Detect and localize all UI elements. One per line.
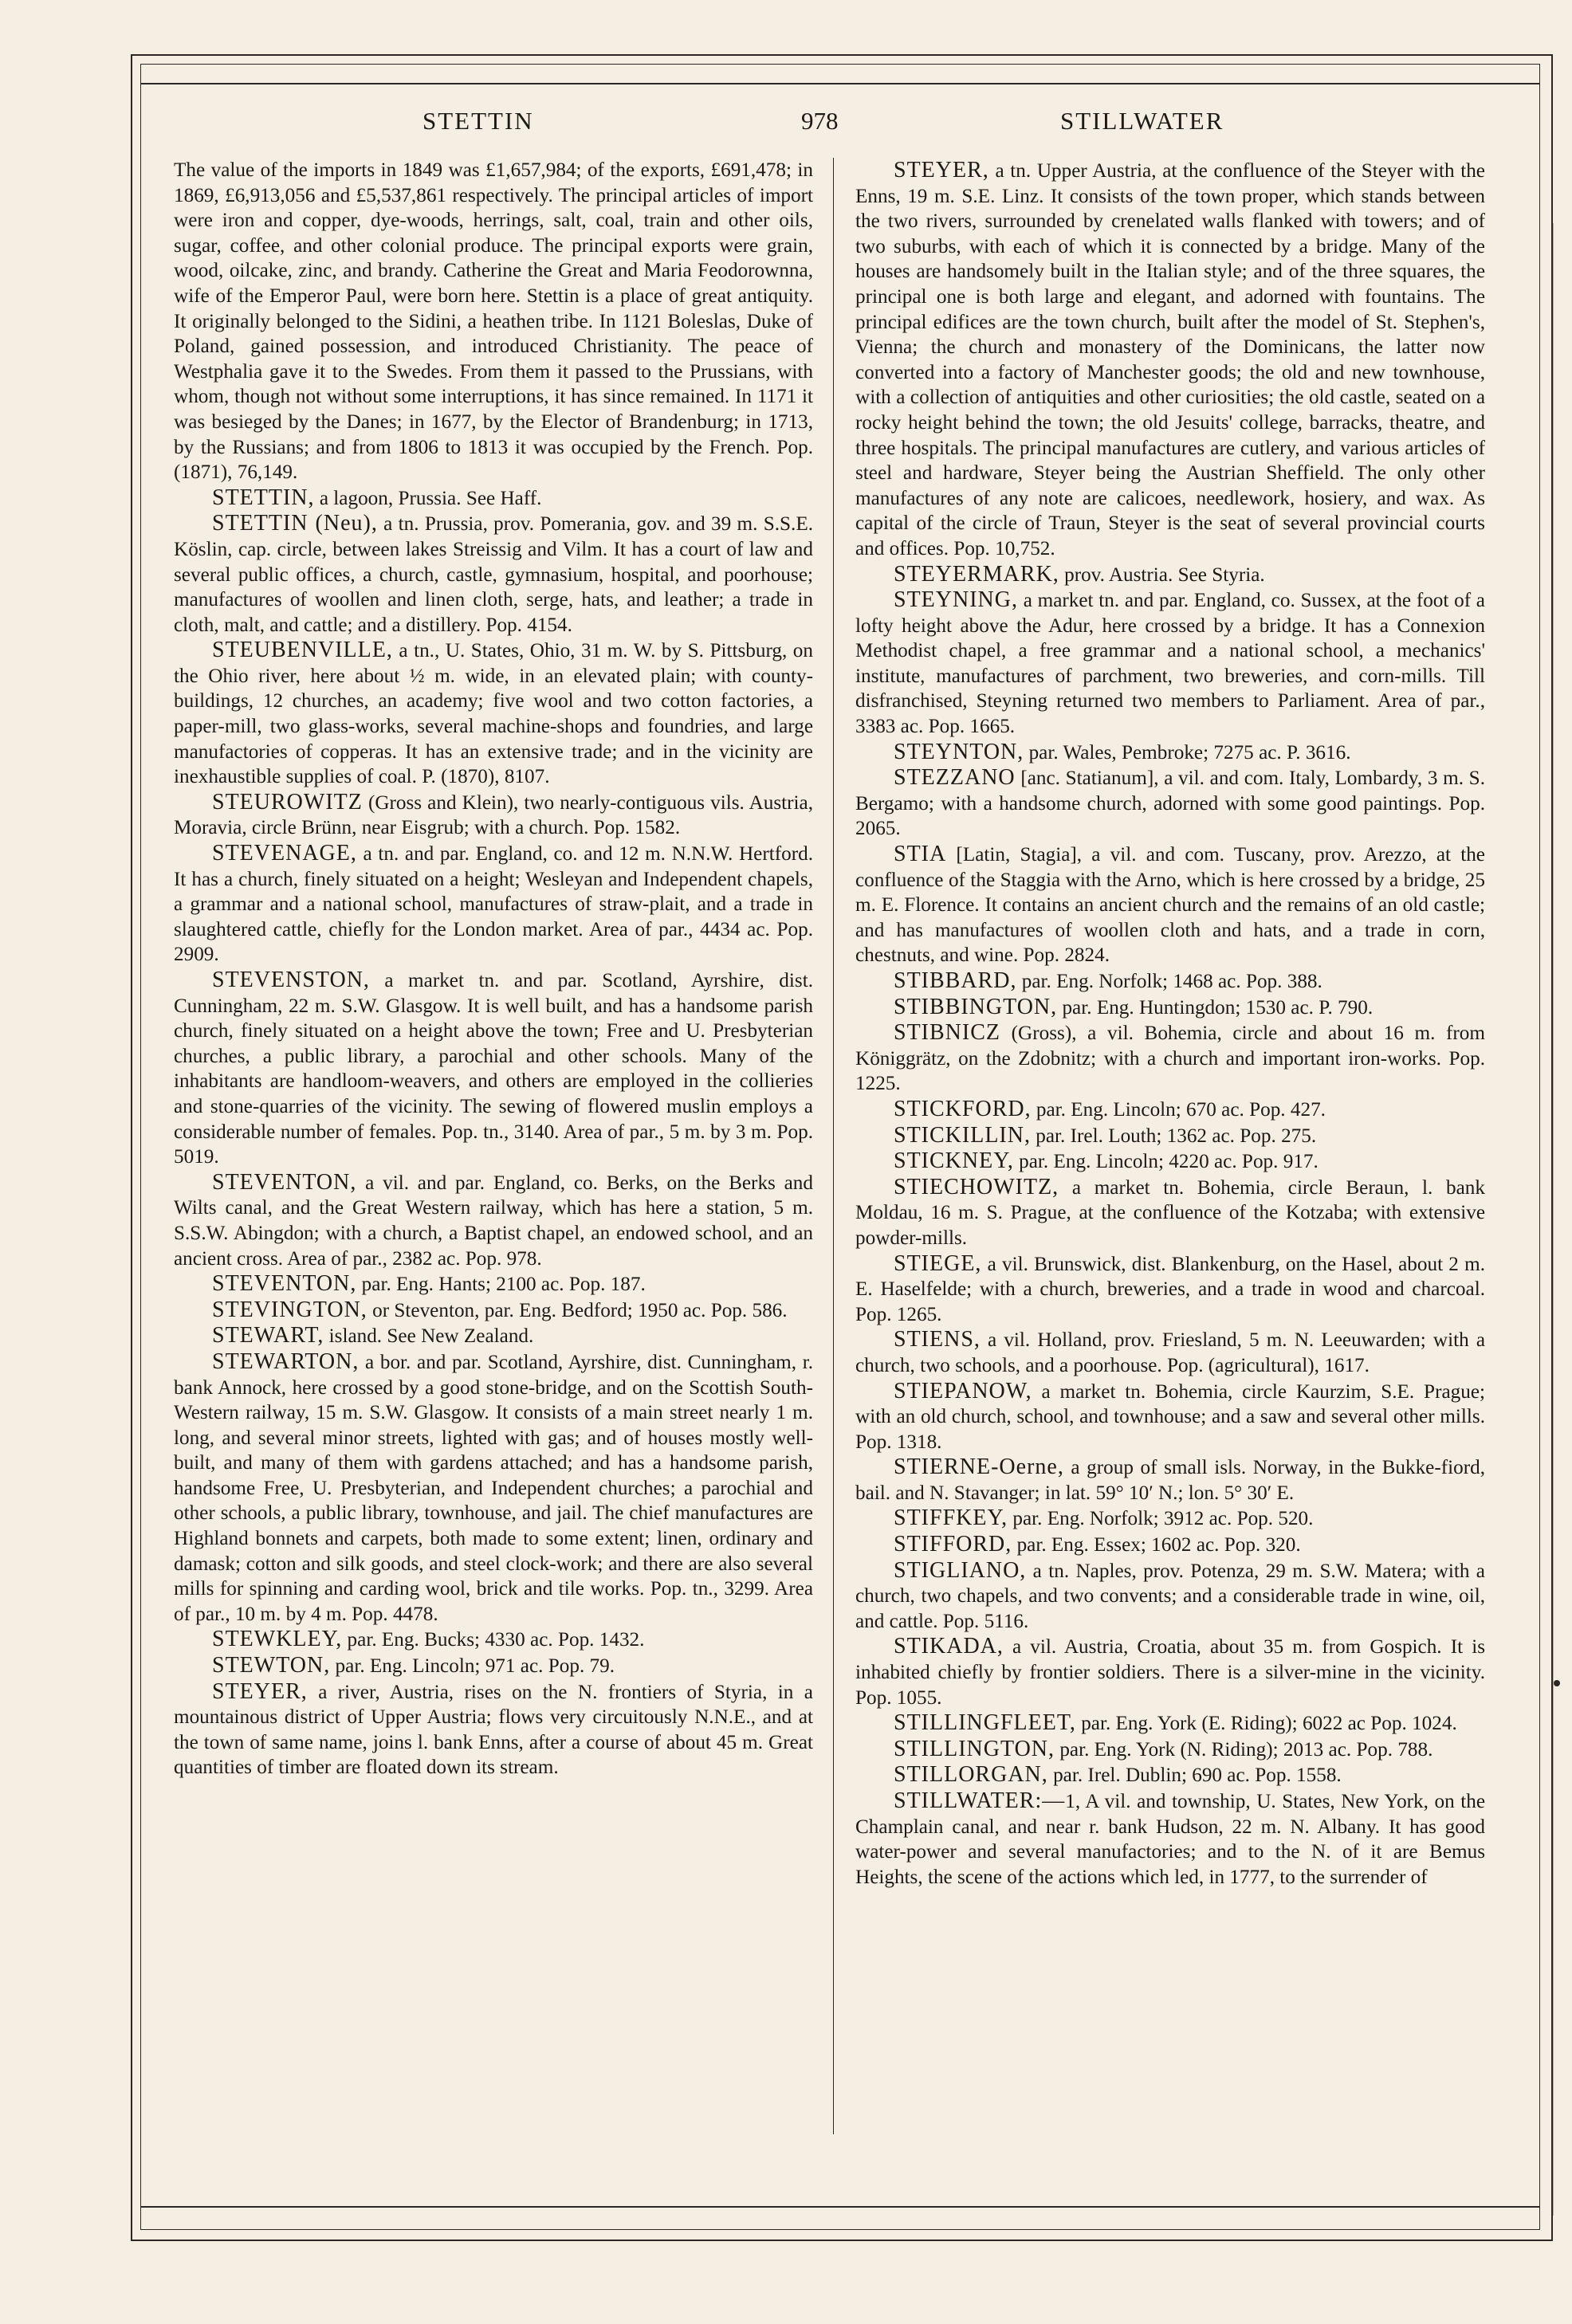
- entry-headword: STIFFORD,: [894, 1532, 1012, 1557]
- entry-headword: STIECHOWITZ,: [894, 1174, 1059, 1199]
- gazetteer-entry: [174, 1627, 813, 1653]
- gazetteer-entry: [855, 1175, 1485, 1251]
- gazetteer-entry: [174, 1323, 813, 1349]
- gazetteer-entry: [174, 1170, 813, 1271]
- entry-text: a market tn. and par. England, co. Sussex, at the foot of a lofty height above the Adur, here crossed by a bridge. It has a Connexion Methodist chapel, a free grammar and a national school, a mechanics' institute, manufactures of parchment, two breweries, and corn-mills. Till disfranchised, Steyning returned two members to Parliament. Area of par., 3383 ac. Pop. 1665.: [855, 590, 1485, 738]
- entry-text: par. Eng. Bucks; 4330 ac. Pop. 1432.: [342, 1629, 645, 1651]
- header-right-term: STILLWATER: [1060, 107, 1224, 135]
- entry-text: par. Eng. Lincoln; 4220 ac. Pop. 917.: [1013, 1151, 1319, 1173]
- gazetteer-entry: [855, 1454, 1485, 1505]
- entry-headword: STIGLIANO,: [894, 1557, 1027, 1583]
- gazetteer-entry: [855, 1762, 1485, 1788]
- entry-headword: STIKADA,: [894, 1634, 1004, 1659]
- entry-text: par. Eng. Huntingdon; 1530 ac. P. 790.: [1057, 996, 1374, 1019]
- gazetteer-entry: [855, 1379, 1485, 1455]
- column-divider: [833, 158, 834, 2134]
- gazetteer-entry: [855, 1148, 1485, 1175]
- entry-headword: STEVENSTON,: [212, 968, 370, 992]
- entry-headword: STEWTON,: [212, 1653, 331, 1678]
- entry-headword: STEWKLEY,: [212, 1627, 343, 1652]
- entry-text: island. See New Zealand.: [324, 1325, 534, 1348]
- entry-headword: STIFFKEY,: [894, 1505, 1008, 1531]
- entry-headword: STICKNEY,: [894, 1148, 1014, 1174]
- gazetteer-entry: [174, 790, 813, 841]
- entry-text: par. Wales, Pembroke; 7275 ac. P. 3616.: [1024, 741, 1351, 764]
- entry-headword: STEWART,: [212, 1323, 324, 1348]
- top-rule: [140, 83, 1540, 84]
- gazetteer-entry: [855, 1532, 1485, 1558]
- entry-headword: STEWARTON,: [212, 1348, 360, 1374]
- entry-headword: STIBBARD,: [894, 968, 1017, 993]
- entry-text: The value of the imports in 1849 was £1,657,984; of the exports, £691,478; in 1869, £6,913,056 and £5,537,861 respectively. The principal articles of import were iron and copper, dye-woods, herrings, salt, coal, train and other oils, sugar, coffee, and other colonial produce. The principal exports were grain, wood, oilcake, zinc, and brandy. Catherine the Great and Maria Feodorownna, wife of the Emperor Paul, were born here. Stettin is a place of great antiquity. It originally belonged to the Sidini, a heathen tribe. In 1121 Boleslas, Duke of Poland, gained possession, and introduced Christianity. The peace of Westphalia gave it to the Swedes. From them it passed to the Prussians, with whom, though not without some interruptions, it has since remained. In 1171 it was besieged by the Danes; in 1677, by the Elector of Brandenburg; in 1713, by the Russians; and from 1806 to 1813 it was occupied by the French. Pop. (1871), 76,149.: [174, 159, 813, 484]
- entry-headword: STEUBENVILLE,: [212, 638, 393, 663]
- entry-text: a market tn. Bohemia, circle Kaurzim, S.E. Prague; with an old church, school, and townhouse; and a saw and several other mills. Pop. 1318.: [855, 1380, 1485, 1453]
- gazetteer-entry: [174, 1297, 813, 1324]
- gazetteer-entry: [855, 1710, 1485, 1737]
- gazetteer-entry: [174, 158, 813, 485]
- entry-text: par. Eng. Lincoln; 971 ac. Pop. 79.: [330, 1655, 615, 1678]
- entry-text: par. Irel. Dublin; 690 ac. Pop. 1558.: [1047, 1765, 1342, 1787]
- entry-text: par. Eng. Essex; 1602 ac. Pop. 320.: [1012, 1534, 1301, 1557]
- gazetteer-entry: [174, 485, 813, 512]
- gazetteer-entry: [174, 1271, 813, 1297]
- entry-text: a vil. Austria, Croatia, about 35 m. from Gospich. It is inhabited chiefly by frontier soldiers. There is a silver-mine in the vicinity. Pop. 1055.: [855, 1636, 1485, 1709]
- entry-text: [anc. Statianum], a vil. and com. Italy, Lombardy, 3 m. S. Bergamo; with a handsome church, adorned with some good paintings. Pop. 2065.: [855, 767, 1485, 840]
- gazetteer-entry: [855, 1097, 1485, 1123]
- gazetteer-entry: [174, 638, 813, 790]
- entry-headword: STIERNE-Oerne,: [894, 1454, 1064, 1480]
- entry-text: a tn., U. States, Ohio, 31 m. W. by S. Pittsburg, on the Ohio river, here about ½ m. wide, in an elevated plain; with county-buildings, 12 churches, an academy; five wool and two cotton factories, a paper-mill, two glass-works, several machine-shops and foundries, and large manufactories of copperas. It has an extensive trade; and in the vicinity are inexhaustible supplies of coal. P. (1870), 8107.: [174, 640, 813, 788]
- entry-headword: STILLINGTON,: [894, 1736, 1055, 1761]
- entry-text: a market tn. Bohemia, circle Beraun, l. bank Moldau, 16 m. S. Prague, at the confluence of the Kotzaba; with extensive powder-mills.: [855, 1176, 1485, 1249]
- entry-headword: STEYERMARK,: [894, 561, 1059, 587]
- entry-headword: STEUROWITZ: [212, 789, 363, 815]
- entry-text: prov. Austria. See Styria.: [1059, 563, 1265, 586]
- page-number: 978: [801, 107, 839, 135]
- entry-text: (Gross and Klein), two nearly-contiguous vils. Austria, Moravia, circle Brünn, near Eisgrub; with a church. Pop. 1582.: [174, 791, 813, 839]
- gazetteer-entry: [855, 1788, 1485, 1890]
- entry-text: par. Eng. Norfolk; 3912 ac. Pop. 520.: [1008, 1508, 1314, 1530]
- entry-headword: STEYNTON,: [894, 739, 1024, 764]
- gazetteer-entry: [174, 841, 813, 968]
- gazetteer-entry: [855, 968, 1485, 995]
- entry-headword: STEZZANO: [894, 765, 1016, 791]
- entry-headword: STETTIN (Neu),: [212, 511, 378, 536]
- left-column: [174, 158, 813, 1780]
- gazetteer-entry: [855, 1558, 1485, 1635]
- entry-headword: STICKILLIN,: [894, 1122, 1031, 1148]
- entry-text: par. Eng. Hants; 2100 ac. Pop. 187.: [356, 1274, 646, 1296]
- entry-text: (Gross), a vil. Bohemia, circle and about 16 m. from Königgrätz, on the Zdobnitz; with a church and important iron-works. Pop. 1225.: [855, 1023, 1485, 1095]
- entry-headword: STETTIN,: [212, 485, 315, 510]
- entry-text: par. Eng. York (E. Riding); 6022 ac Pop. 1024.: [1075, 1713, 1457, 1735]
- gazetteer-entry: [855, 995, 1485, 1021]
- gazetteer-entry: [174, 1653, 813, 1679]
- gazetteer-entry: [855, 1327, 1485, 1378]
- entry-headword: STIBBINGTON,: [894, 994, 1058, 1019]
- gazetteer-entry: [855, 1251, 1485, 1328]
- entry-text: a group of small isls. Norway, in the Bukke-fiord, bail. and N. Stavanger; in lat. 59° 10′ N.; lon. 5° 30′ E.: [855, 1457, 1485, 1504]
- gazetteer-entry: [855, 1737, 1485, 1763]
- entry-headword: STIA: [894, 842, 947, 867]
- entry-text: a bor. and par. Scotland, Ayrshire, dist. Cunningham, r. bank Annock, here crossed by a good stone-bridge, and on the Scottish South-Western railway, 15 m. S.W. Glasgow. It consists of a main street nearly 1 m. long, and several minor streets, lighted with gas; and of houses mostly well-built, and many of them with gardens attached; and has a handsome parish, handsome Free, U. Presbyterian, and Independent churches; a parochial and other schools, a public library, townhouse, and jail. The chief manufactures are Highland bonnets and carpets, both made to some extent; linen, ordinary and damask; cotton and silk goods, and steel clock-work; and there are also several mills for spinning and carding wool, brick and tile works. Pop. tn., 3299. Area of par., 10 m. by 4 m. Pop. 4478.: [174, 1351, 813, 1625]
- entry-text: a market tn. and par. Scotland, Ayrshire, dist. Cunningham, 22 m. S.W. Glasgow. It is well built, and has a handsome parish church, finely situated on a height above the town; Free and U. Presbyterian churches, a public library, a parochial and other schools. Many of the inhabitants are handloom-weavers, and others are employed in the collieries and stone-quarries of the vicinity. The sewing of flowered muslin employs a considerable number of females. Pop. tn., 3140. Area of par., 5 m. by 3 m. Pop. 5019.: [174, 970, 813, 1168]
- gazetteer-entry: [855, 562, 1485, 588]
- entry-headword: STIEPANOW,: [894, 1378, 1032, 1403]
- entry-headword: STEYNING,: [894, 587, 1018, 613]
- entry-text: par. Eng. York (N. Riding); 2013 ac. Pop. 788.: [1055, 1738, 1433, 1761]
- running-header: [159, 107, 1515, 139]
- gazetteer-entry: [174, 968, 813, 1170]
- entry-headword: STIENS,: [894, 1327, 981, 1352]
- entry-headword: STEYER,: [894, 158, 989, 183]
- entry-text: a vil. Brunswick, dist. Blankenburg, on the Hasel, about 2 m. E. Haselfelde; with a church, breweries, and a trade in wood and charcoal. Pop. 1265.: [855, 1253, 1485, 1325]
- entry-text: a vil. and par. England, co. Berks, on the Berks and Wilts canal, and the Great Western railway, which has here a station, 5 m. S.S.W. Abingdon; with a church, a Baptist chapel, an endowed school, and an ancient cross. Area of par., 2382 ac. Pop. 978.: [174, 1172, 813, 1270]
- entry-headword: STILLINGFLEET,: [894, 1710, 1076, 1736]
- entry-text: par. Eng. Norfolk; 1468 ac. Pop. 388.: [1016, 971, 1322, 992]
- entry-text: a tn. Prussia, prov. Pomerania, gov. and 39 m. S.S.E. Köslin, cap. circle, between lakes Streissig and Vilm. It has a court of law and several public offices, a church, castle, gymnasium, hospital, and poorhouse; manufactures of woollen and linen cloth, serge, hats, and leather; a trade in cloth, malt, and cattle; and a distillery. Pop. 4154.: [174, 513, 814, 636]
- gazetteer-entry: [855, 1634, 1485, 1710]
- margin-dot: [1554, 1680, 1560, 1686]
- entry-text: a lagoon, Prussia. See Haff.: [314, 487, 542, 509]
- gazetteer-entry: [855, 1123, 1485, 1149]
- entry-text: a vil. Holland, prov. Friesland, 5 m. N. Leeuwarden; with a church, two schools, and a poorhouse. Pop. (agricultural), 1617.: [855, 1329, 1485, 1376]
- right-column: [855, 158, 1485, 1890]
- entry-headword: STILLORGAN,: [894, 1762, 1048, 1788]
- entry-text: 1, A vil. and township, U. States, New York, on the Champlain canal, and near r. bank Hudson, 22 m. N. Albany. It has good water-power and several manufactories; and to the N. of it are Bemus Heights, the scene of the actions which led, in 1777, to the surrender of: [855, 1791, 1485, 1888]
- gazetteer-entry: [174, 1349, 813, 1627]
- entry-headword: STEVENTON,: [212, 1271, 357, 1297]
- entry-headword: STIEGE,: [894, 1250, 982, 1276]
- entry-text: a river, Austria, rises on the N. frontiers of Styria, in a mountainous district of Upper Austria; flows very circuitously N.N.E., and at the town of same name, joins l. bank Enns, after a course of about 45 m. Great quantities of timber are floated down its stream.: [174, 1681, 813, 1779]
- bottom-rule: [140, 2206, 1540, 2208]
- entry-headword: STEVENTON,: [212, 1169, 357, 1195]
- entry-headword: STICKFORD,: [894, 1096, 1032, 1121]
- entry-headword: STIBNICZ: [894, 1020, 1000, 1046]
- entry-text: [Latin, Stagia], a vil. and com. Tuscany, prov. Arezzo, at the confluence of the Staggia with the Arno, which is here crossed by a bridge, 25 m. E. Florence. It contains an ancient church and the remains of an old castle; and has manufactures of woollen cloth and hats, and a trade in corn, chestnuts, and wine. Pop. 2824.: [855, 844, 1485, 967]
- entry-headword: STEYER,: [212, 1678, 308, 1704]
- entry-text: or Steventon, par. Eng. Bedford; 1950 ac. Pop. 586.: [367, 1299, 788, 1321]
- entry-headword: STEVINGTON,: [212, 1297, 367, 1322]
- gazetteer-entry: [174, 511, 813, 638]
- gazetteer-entry: [855, 1020, 1485, 1097]
- gazetteer-entry: [855, 842, 1485, 968]
- header-left-term: STETTIN: [422, 107, 534, 135]
- gazetteer-entry: [855, 587, 1485, 740]
- gazetteer-entry: [174, 1679, 813, 1780]
- gazetteer-entry: [855, 765, 1485, 842]
- entry-text: a tn. Upper Austria, at the confluence of the Steyer with the Enns, 19 m. S.E. Linz. It consists of the town proper, which stands between the two rivers, surrounded by crenelated walls flanked with towers; and of two suburbs, with each of which it is connected by a bridge. Many of the houses are handsomely built in the Italian style; and of the three squares, the principal one is both large and elegant, and adorned with fountains. The principal edifices are the town church, built after the model of St. Stephen's, Vienna; the church and monastery of the Dominicans, the latter now converted into a factory of Manchester goods; the old and new townhouse, with a collection of antiquities and other curiosities; the old castle, seated on a rocky height behind the town; the old Jesuits' college, barracks, theatre, and three hospitals. The principal manufactures are cutlery, and various articles of steel and hardware, Steyer being the Austrian Sheffield. The only other manufactures of any note are calicoes, needlework, hosiery, and wax. As capital of the circle of Traun, Steyer is the seat of several provincial courts and offices. Pop. 10,752.: [855, 160, 1485, 559]
- gazetteer-entry: [855, 158, 1485, 562]
- entry-text: par. Irel. Louth; 1362 ac. Pop. 275.: [1030, 1125, 1317, 1147]
- page-edge-line: [1553, 223, 1554, 2216]
- gazetteer-entry: [855, 740, 1485, 766]
- entry-text: a tn. and par. England, co. and 12 m. N.N.W. Hertford. It has a church, finely situated on a height; Wesleyan and Independent chapels, a grammar and a national school, manufactures of straw-plait, and a trade in slaughtered cattle, chiefly for the London market. Area of par., 4434 ac. Pop. 2909.: [174, 843, 813, 966]
- entry-headword: STILLWATER:—: [894, 1788, 1066, 1813]
- entry-text: par. Eng. Lincoln; 670 ac. Pop. 427.: [1031, 1098, 1326, 1121]
- entry-text: a tn. Naples, prov. Potenza, 29 m. S.W. Matera; with a church, two chapels, and two convents; and a considerable trade in wine, oil, and cattle. Pop. 5116.: [855, 1560, 1485, 1632]
- entry-headword: STEVENAGE,: [212, 841, 357, 866]
- gazetteer-entry: [855, 1505, 1485, 1532]
